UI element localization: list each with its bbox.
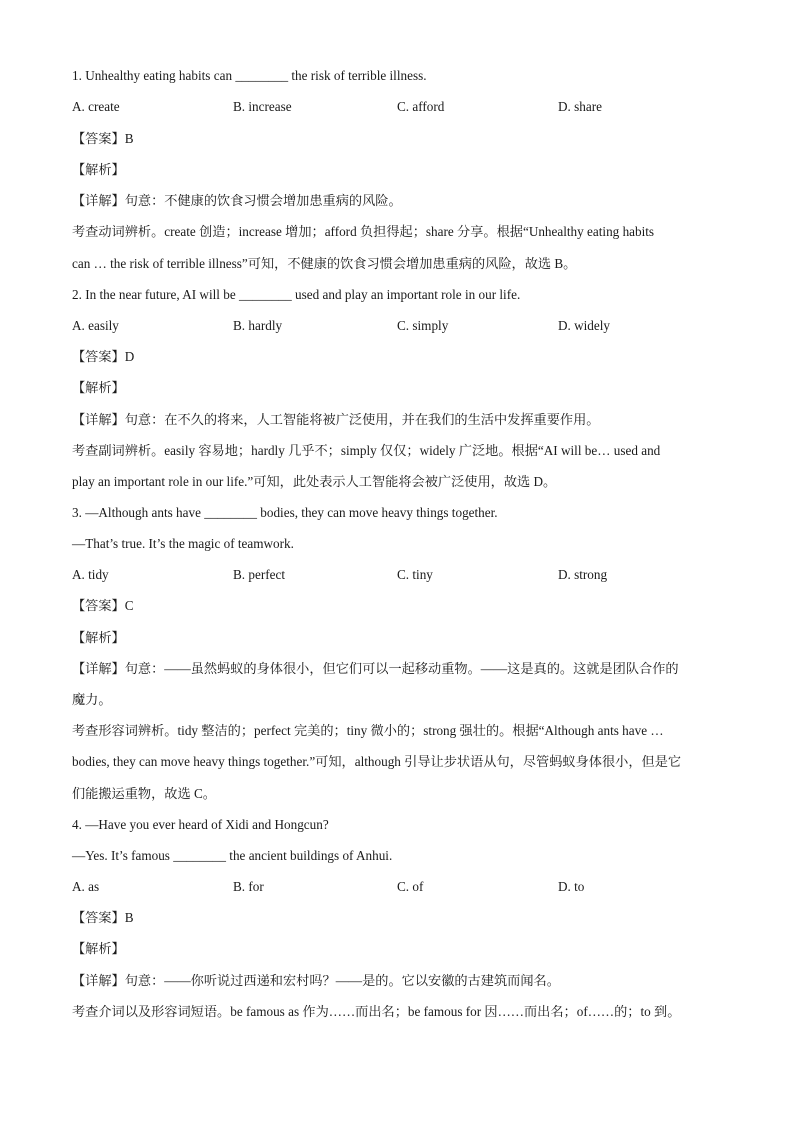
question-3-detail-line-3: 考查形容词辨析。tidy 整洁的；perfect 完美的；tiny 微小的；strong 强壮的。根据“Although ants have … bbox=[72, 723, 664, 738]
question-2-detail-line-2: 考查副词辨析。easily 容易地；hardly 几乎不；simply 仅仅；widely 广泛地。根据“AI will be… used and bbox=[72, 443, 661, 458]
question-4-detail-line-2: 考查介词以及形容词短语。be famous as 作为……而出名；be famous for 因……而出名；of……的；to 到。 bbox=[72, 1004, 681, 1019]
option-a: A. easily bbox=[72, 318, 119, 333]
option-a: A. create bbox=[72, 99, 120, 114]
option-c: C. tiny bbox=[397, 567, 433, 582]
question-2-stem: 2. In the near future, AI will be ________ used and play an important role in our life. bbox=[72, 287, 521, 302]
question-3-detail-line-1: 【详解】句意：——虽然蚂蚁的身体很小，但它们可以一起移动重物。——这是真的。这就是团队合作的 bbox=[72, 661, 679, 676]
question-3-detail-line-5: 们能搬运重物，故选 C。 bbox=[72, 786, 216, 801]
question-3-stem-line-1: 3. —Although ants have ________ bodies, they can move heavy things together. bbox=[72, 505, 498, 520]
option-d: D. to bbox=[558, 879, 585, 894]
option-b: B. for bbox=[233, 879, 264, 894]
question-1-stem: 1. Unhealthy eating habits can ________ the risk of terrible illness. bbox=[72, 68, 427, 83]
question-1-answer: 【答案】B bbox=[72, 131, 134, 146]
option-d: D. widely bbox=[558, 318, 611, 333]
question-4-stem-line-1: 4. —Have you ever heard of Xidi and Hongcun? bbox=[72, 817, 329, 832]
option-b: B. increase bbox=[233, 99, 292, 114]
question-4-detail-line-1: 【详解】句意：——你听说过西递和宏村吗？——是的。它以安徽的古建筑而闻名。 bbox=[72, 973, 560, 988]
option-a: A. as bbox=[72, 879, 100, 894]
option-c: C. afford bbox=[397, 99, 445, 114]
option-b: B. hardly bbox=[233, 318, 283, 333]
question-2-detail-line-3: play an important role in our life.”可知，此处表示人工智能将会被广泛使用，故选 D。 bbox=[72, 474, 557, 489]
question-1-detail-line-1: 【详解】句意：不健康的饮食习惯会增加患重病的风险。 bbox=[72, 193, 402, 208]
question-3-detail-line-4: bodies, they can move heavy things together.”可知，although 引导让步状语从句，尽管蚂蚁身体很小，但是它 bbox=[72, 754, 682, 769]
question-2-analysis-label: 【解析】 bbox=[72, 380, 125, 395]
option-c: C. of bbox=[397, 879, 424, 894]
question-2-detail-line-1: 【详解】句意：在不久的将来，人工智能将被广泛使用，并在我们的生活中发挥重要作用。 bbox=[72, 412, 600, 427]
question-4-analysis-label: 【解析】 bbox=[72, 941, 125, 956]
question-4-stem-line-2: —Yes. It’s famous ________ the ancient buildings of Anhui. bbox=[72, 848, 393, 863]
option-c: C. simply bbox=[397, 318, 449, 333]
question-3-detail-line-2: 魔力。 bbox=[72, 692, 112, 707]
question-1-detail-line-2: 考查动词辨析。create 创造；increase 增加；afford 负担得起；share 分享。根据“Unhealthy eating habits bbox=[72, 224, 655, 239]
option-a: A. tidy bbox=[72, 567, 109, 582]
question-3-stem-line-2: —That’s true. It’s the magic of teamwork. bbox=[72, 536, 294, 551]
option-b: B. perfect bbox=[233, 567, 285, 582]
option-d: D. strong bbox=[558, 567, 608, 582]
question-4-answer: 【答案】B bbox=[72, 910, 134, 925]
question-2-answer: 【答案】D bbox=[72, 349, 135, 364]
question-1-analysis-label: 【解析】 bbox=[72, 162, 125, 177]
option-d: D. share bbox=[558, 99, 602, 114]
question-3-answer: 【答案】C bbox=[72, 598, 134, 613]
question-3-analysis-label: 【解析】 bbox=[72, 630, 125, 645]
question-1-detail-line-3: can … the risk of terrible illness”可知，不健康的饮食习惯会增加患重病的风险，故选 B。 bbox=[72, 256, 577, 271]
